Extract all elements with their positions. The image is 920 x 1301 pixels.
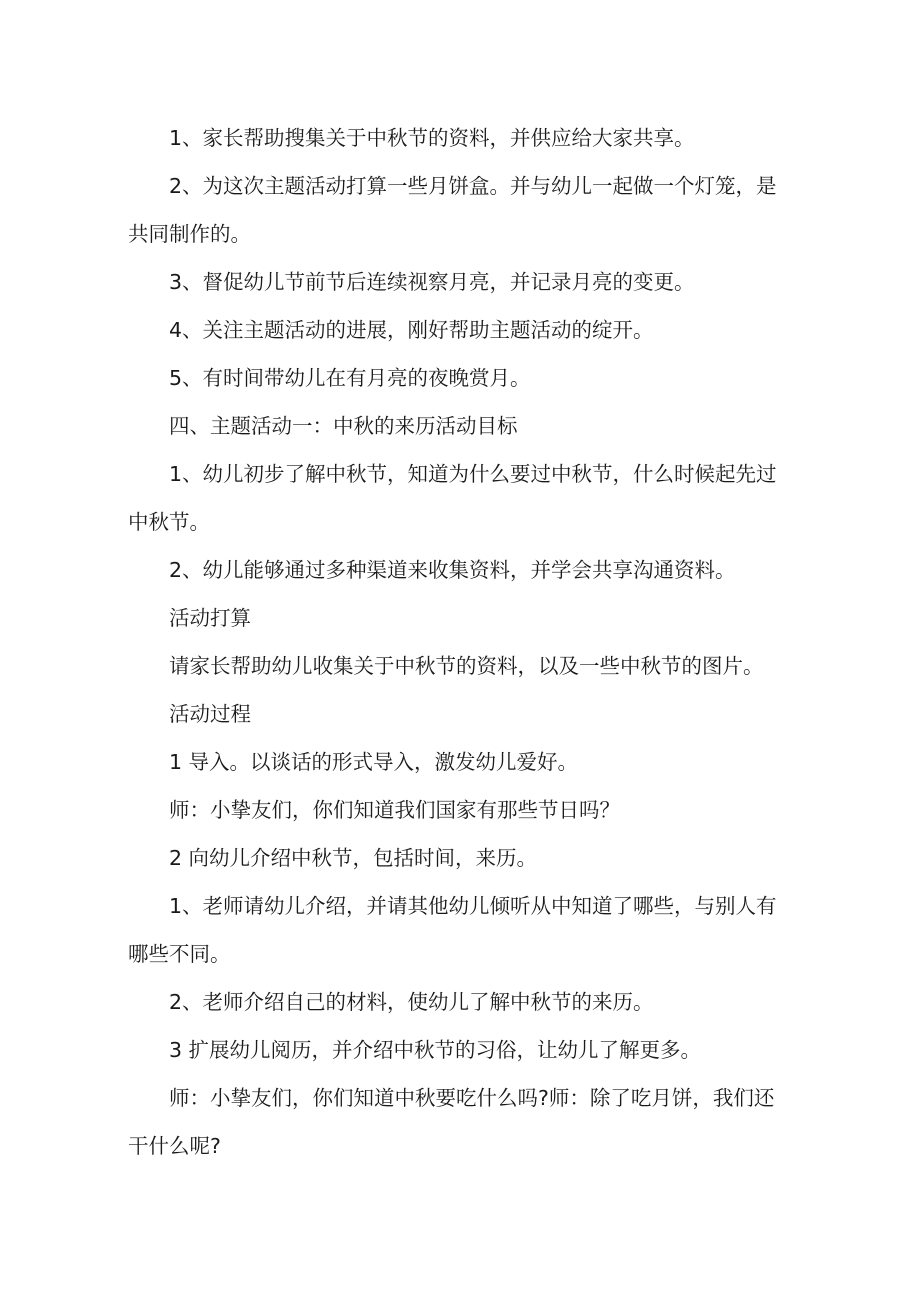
paragraph: 2、为这次主题活动打算一些月饼盒。并与幼儿一起做一个灯笼，是共同制作的。 [128,174,777,246]
paragraph: 2、老师介绍自己的材料，使幼儿了解中秋节的来历。 [169,990,654,1014]
subheading: 活动过程 [169,702,251,726]
paragraph: 2、幼儿能够通过多种渠道来收集资料，并学会共享沟通资料。 [169,558,736,582]
paragraph: 请家长帮助幼儿收集关于中秋节的资料，以及一些中秋节的图片。 [169,654,764,678]
paragraph: 1、老师请幼儿介绍，并请其他幼儿倾听从中知道了哪些，与别人有哪些不同。 [128,894,777,966]
paragraph: 2 向幼儿介绍中秋节，包括时间，来历。 [169,846,538,870]
subheading: 活动打算 [169,606,251,630]
paragraph: 5、有时间带幼儿在有月亮的夜晚赏月。 [169,366,531,390]
paragraph: 3、督促幼儿节前节后连续视察月亮，并记录月亮的变更。 [169,270,695,294]
paragraph: 1、家长帮助搜集关于中秋节的资料，并供应给大家共享。 [169,126,695,150]
section-heading: 四、主题活动一：中秋的来历活动目标 [169,414,518,438]
document-body [128,114,780,1170]
paragraph: 1 导入。以谈话的形式导入，激发幼儿爱好。 [169,750,579,774]
paragraph: 1、幼儿初步了解中秋节，知道为什么要过中秋节，什么时候起先过中秋节。 [128,462,777,534]
paragraph: 师：小挚友们，你们知道中秋要吃什么吗?师：除了吃月饼，我们还干什么呢? [128,1086,775,1158]
paragraph: 4、关注主题活动的进展，刚好帮助主题活动的绽开。 [169,318,654,342]
paragraph: 3 扩展幼儿阅历，并介绍中秋节的习俗，让幼儿了解更多。 [169,1038,702,1062]
paragraph: 师：小挚友们，你们知道我们国家有那些节日吗？ [169,798,620,822]
